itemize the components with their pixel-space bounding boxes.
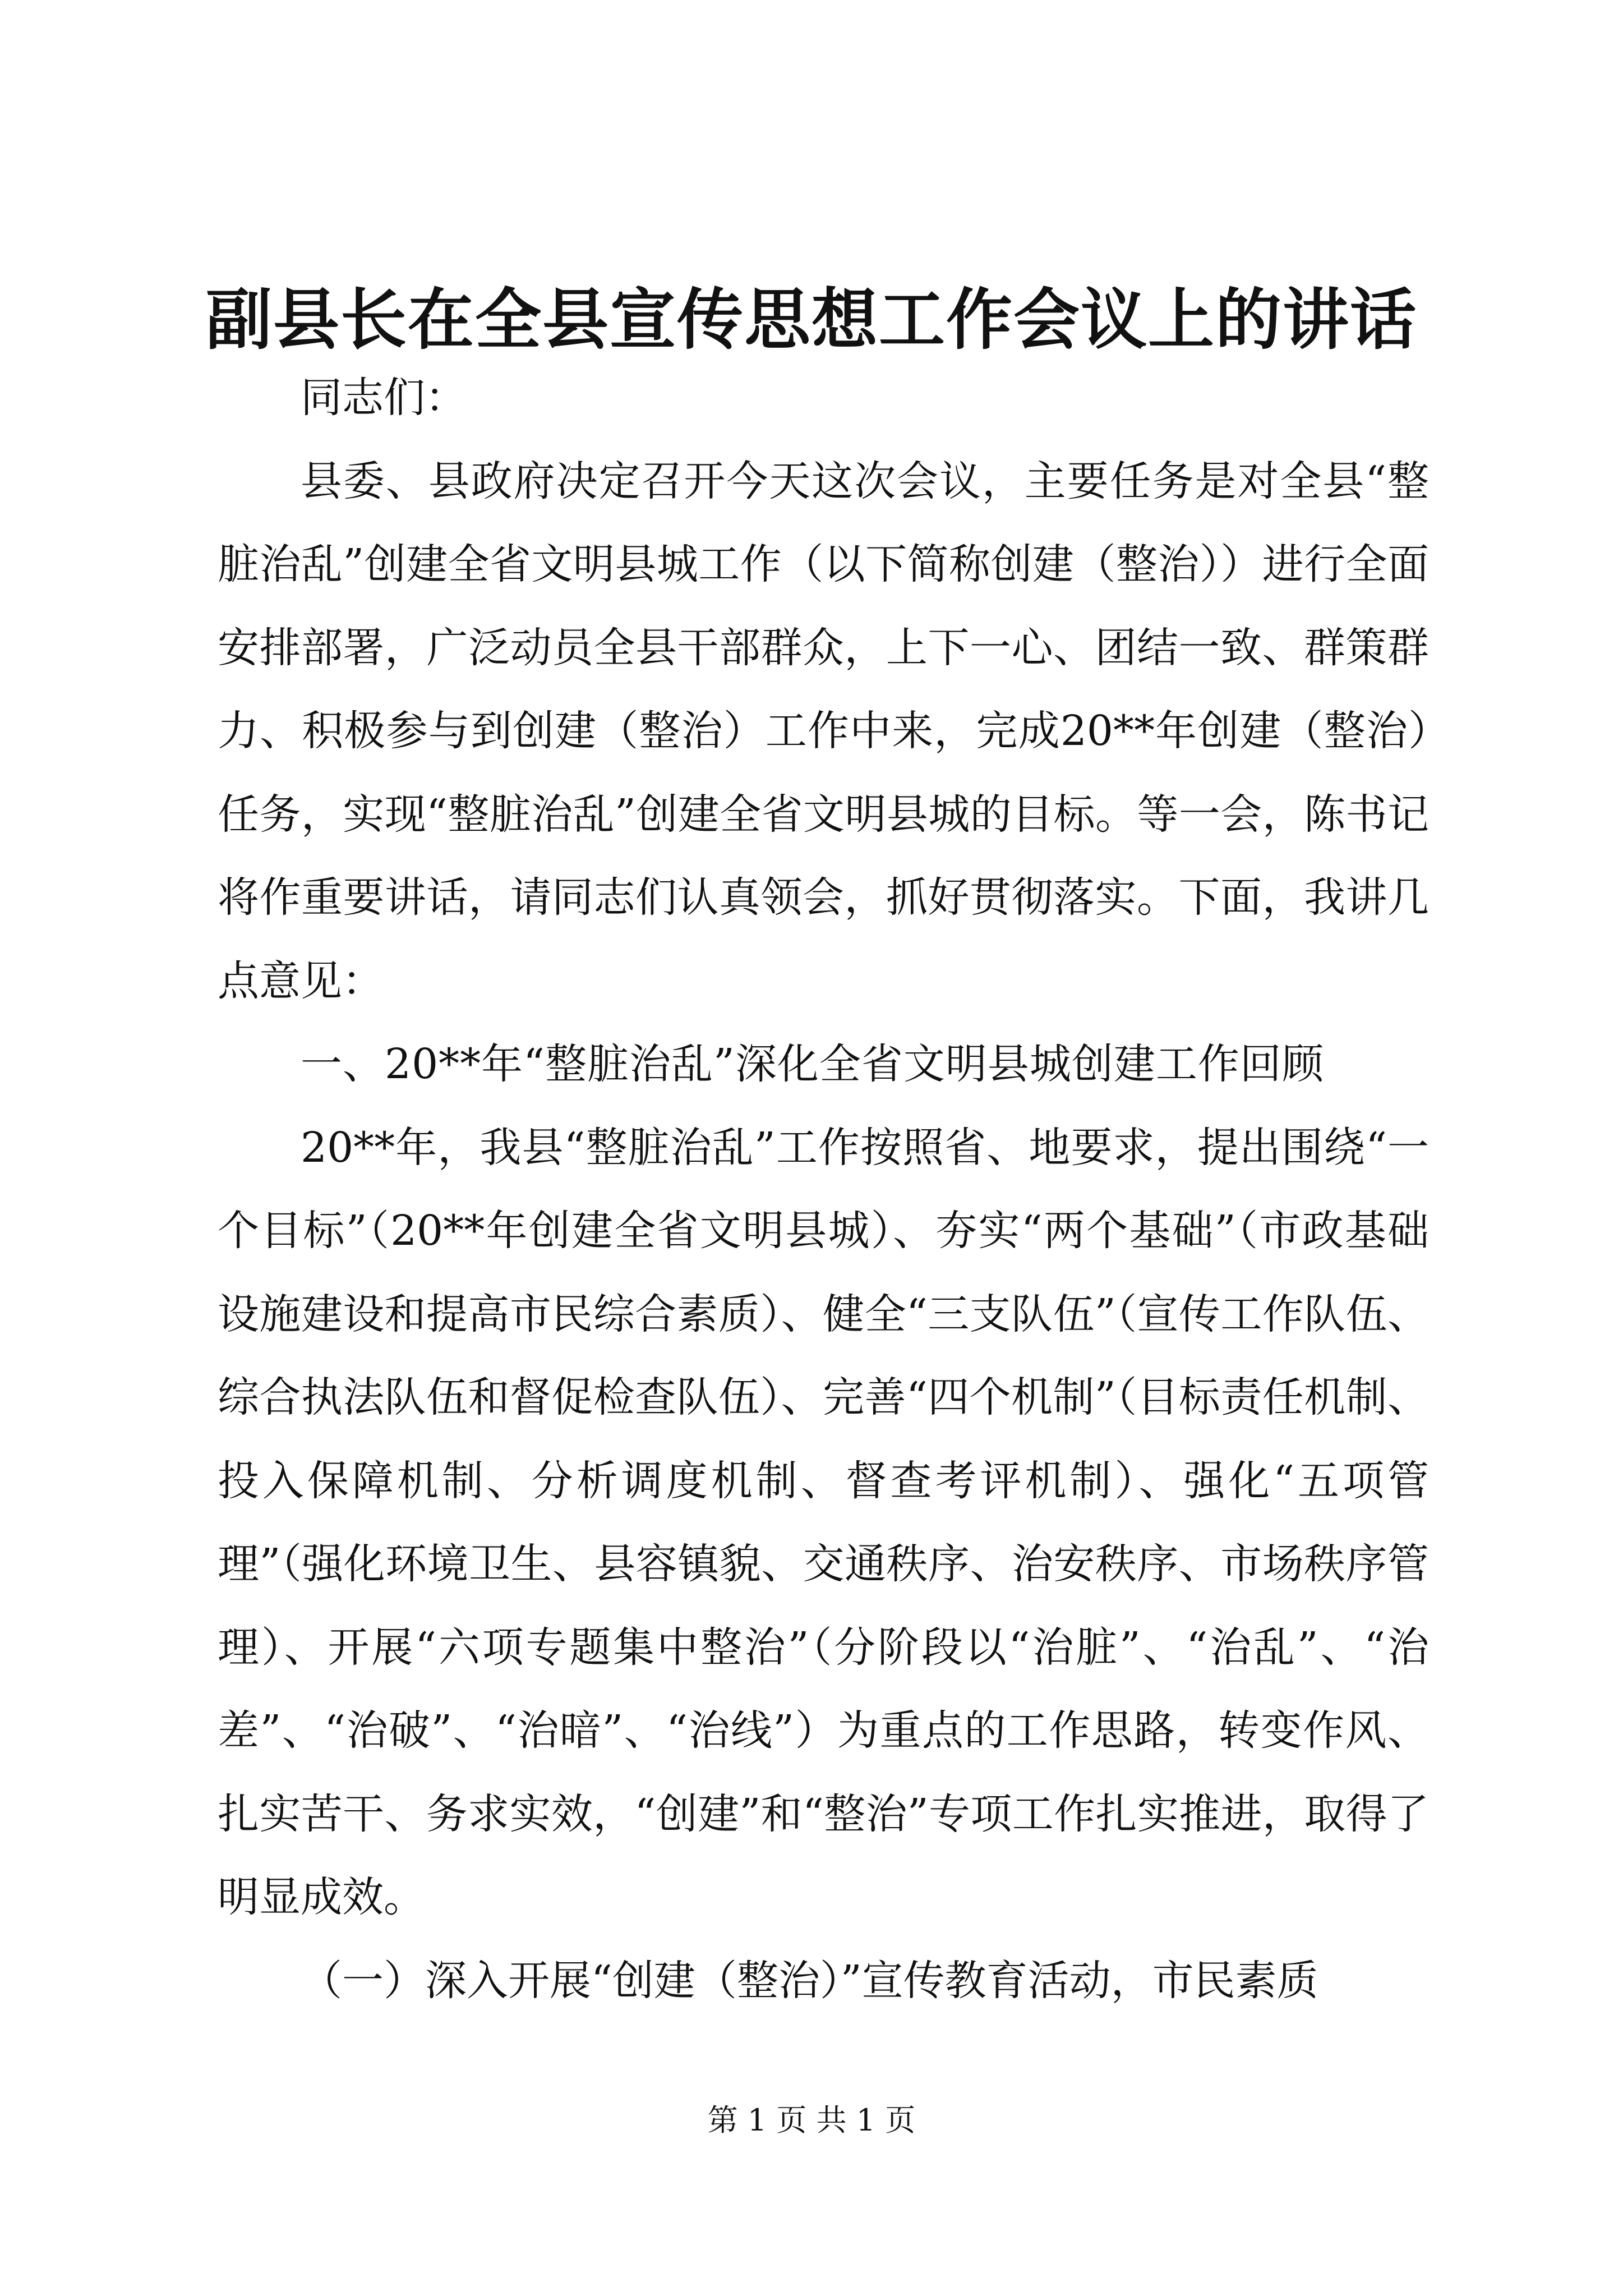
document-body xyxy=(218,356,1429,2022)
subsection-heading-1: （一）深入开展“创建（整治）”宣传教育活动，市民素质 xyxy=(301,1956,1318,2005)
paragraph-review: 20**年，我县“整脏治乱”工作按照省、地要求，提出围绕“一个目标”（20**年创建全省文明县城）、夯实“两个基础”（市政基础设施建设和提高市民综合素质）、健全“三支队伍”（宣传工作队伍、综合执法队伍和督促检查队伍）、完善“四个机制”（目标责任机制、投入保障机制、分析调度机制、督查考评机制）、强化“五项管理”（强化环境卫生、县容镇貌、交通秩序、治安秩序、市场秩序管理）、开展“六项专题集中整治”（分阶段以“治脏”、“治乱”、“治差”、“治破”、“治暗”、“治线”）为重点的工作思路，转变作风、扎实苦干、务求实效，“创建”和“整治”专项工作扎实推进，取得了明显成效。 xyxy=(218,1123,1429,1921)
paragraph-greeting: 同志们： xyxy=(301,374,467,422)
page-footer: 第 1 页 共 1 页 xyxy=(707,2102,916,2138)
document-title: 副县长在全县宣传思想工作会议上的讲话 xyxy=(205,280,1417,358)
paragraph-intro: 县委、县政府决定召开今天这次会议，主要任务是对全县“整脏治乱”创建全省文明县城工作（以下简称创建（整治））进行全面安排部署，广泛动员全县干部群众，上下一心、团结一致、群策群力、积极参与到创建（整治）工作中来，完成20**年创建（整治）任务，实现“整脏治乱”创建全省文明县城的目标。等一会，陈书记将作重要讲话，请同志们认真领会，抓好贯彻落实。下面，我讲几点意见： xyxy=(218,457,1429,1005)
section-heading-review: 一、20**年“整脏治乱”深化全省文明县城创建工作回顾 xyxy=(301,1040,1324,1088)
